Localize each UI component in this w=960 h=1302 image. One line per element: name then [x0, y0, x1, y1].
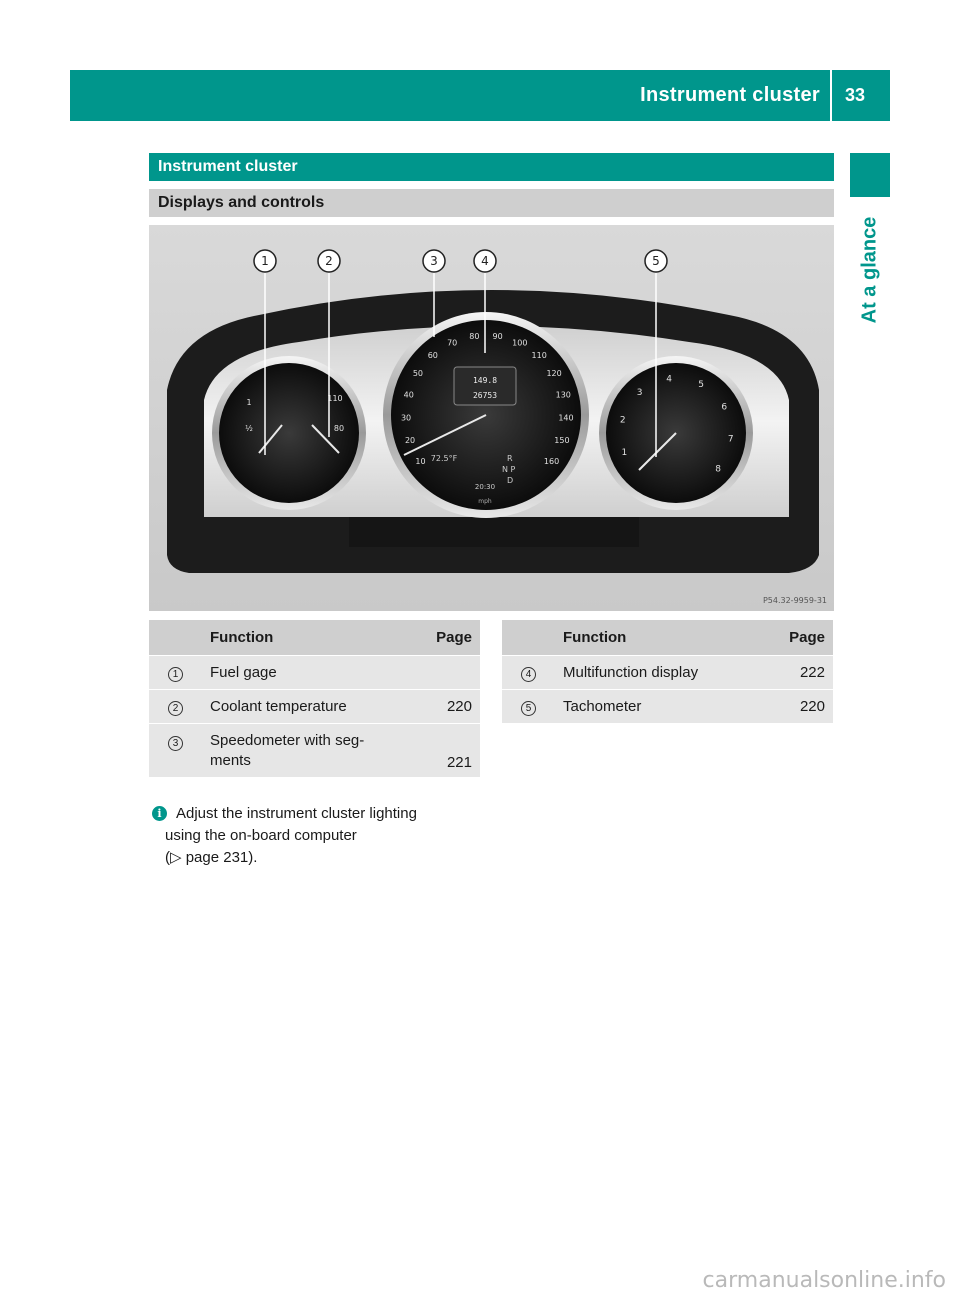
speedometer-mark: 140 — [558, 413, 574, 423]
outside-temperature: 72.5°F — [430, 454, 458, 463]
page-ref: 222 — [773, 656, 833, 689]
table-header-function: Function — [555, 620, 773, 655]
speedometer-mark: 20 — [404, 436, 416, 446]
callout-marker: 5 — [521, 701, 536, 716]
speedometer-mark: 110 — [531, 351, 547, 361]
fuel-mark: ½ — [245, 424, 253, 433]
section-title: Instrument cluster — [149, 153, 834, 181]
table-row — [502, 690, 833, 723]
gear-d: D — [507, 476, 514, 485]
table-row — [149, 724, 480, 777]
speedometer-mark: 120 — [546, 369, 562, 379]
info-note-line: using the on-board computer — [165, 827, 357, 844]
figure-reference: P54.32-9959-31 — [762, 596, 827, 605]
function-table-left — [149, 620, 480, 777]
side-tab — [850, 153, 890, 197]
page-header-title: Instrument cluster — [640, 84, 820, 106]
table-header-function: Function — [202, 620, 420, 655]
callout-number: 4 — [481, 254, 489, 268]
temperature-mark: 80 — [333, 424, 345, 433]
table-header-page: Page — [420, 620, 480, 655]
tachometer-mark: 2 — [619, 415, 626, 426]
watermark: carmanualsonline.info — [702, 1268, 946, 1293]
temperature-mark: 110 — [327, 394, 343, 403]
page-header-bar — [70, 70, 890, 121]
speedometer-mark: 70 — [447, 338, 458, 348]
callout-marker: 3 — [168, 736, 183, 751]
speedometer-mark: 30 — [400, 413, 412, 423]
callout-number: 1 — [261, 254, 269, 268]
display-odometer: 26753 — [472, 391, 498, 400]
table-header-marker — [502, 620, 555, 655]
function-name: Coolant temperature — [202, 690, 420, 723]
function-name: Multifunction display — [555, 656, 773, 689]
instrument-cluster-figure — [149, 225, 834, 611]
page-ref — [420, 656, 480, 689]
instrument-cluster-illustration — [149, 225, 834, 611]
speedometer-mark: 50 — [412, 369, 424, 379]
speedometer-mark: 150 — [554, 436, 570, 446]
speedometer-mark: 40 — [403, 390, 414, 400]
info-icon: i — [152, 806, 167, 821]
clock: 20:30 — [474, 483, 496, 491]
callout-number: 3 — [430, 254, 438, 268]
speedometer-mark: 130 — [555, 390, 571, 400]
page-number: 33 — [845, 85, 866, 105]
speedometer-mark: 100 — [512, 338, 528, 348]
side-tab-label: At a glance — [858, 216, 881, 324]
tachometer-mark: 5 — [698, 380, 704, 391]
display-trip: 149.8 — [472, 376, 498, 385]
speed-unit: mph — [478, 498, 492, 505]
speedometer-mark: 80 — [469, 331, 480, 341]
page-ref: 221 — [420, 724, 480, 777]
function-name: Fuel gage — [202, 656, 420, 689]
gear-np: N P — [502, 465, 516, 474]
page-ref: 220 — [773, 690, 833, 723]
callout-marker: 1 — [168, 667, 183, 682]
speedometer-mark: 10 — [415, 456, 426, 466]
page-ref: 220 — [420, 690, 480, 723]
function-name: Speedometer with seg- ments — [202, 724, 420, 777]
tachometer-mark: 6 — [721, 402, 728, 413]
function-name: Tachometer — [555, 690, 773, 723]
callout-number: 5 — [652, 254, 660, 268]
callout-marker: 2 — [168, 701, 183, 716]
tachometer-mark: 8 — [715, 464, 721, 475]
header-divider — [830, 70, 832, 121]
tachometer-mark: 4 — [666, 374, 673, 385]
speedometer-mark: 60 — [427, 351, 438, 361]
tachometer-mark: 1 — [621, 447, 628, 458]
table-row — [502, 656, 833, 689]
speedometer-mark: 160 — [543, 456, 560, 466]
tachometer-mark: 7 — [727, 434, 734, 445]
subsection-title: Displays and controls — [149, 189, 834, 217]
info-note-line: (▷ page 231). — [165, 849, 258, 866]
fuel-mark: 1 — [246, 398, 252, 407]
speedometer-mark: 90 — [492, 331, 503, 341]
function-table-right — [502, 620, 833, 723]
info-note — [165, 803, 485, 869]
table-row — [149, 656, 480, 689]
table-header-page: Page — [773, 620, 833, 655]
table-row — [149, 690, 480, 723]
gear-r: R — [507, 454, 513, 463]
info-note-line: Adjust the instrument cluster lighting — [176, 805, 417, 822]
callout-marker: 4 — [521, 667, 536, 682]
table-header-marker — [149, 620, 202, 655]
tachometer-mark: 3 — [636, 387, 643, 398]
callout-number: 2 — [325, 254, 333, 268]
